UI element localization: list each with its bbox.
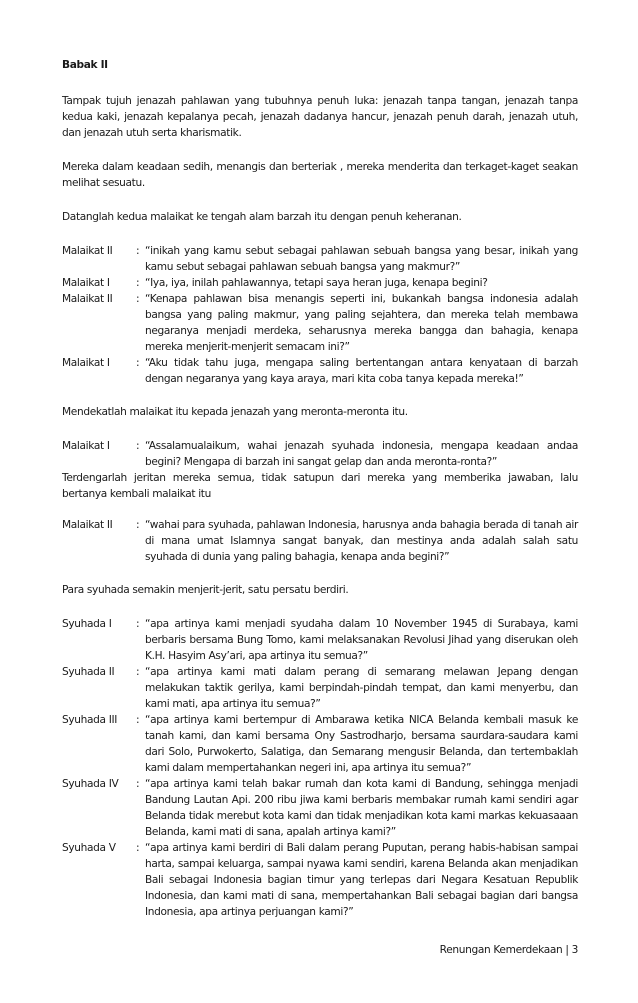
speaker-name: Malaikat I: [62, 277, 110, 289]
colon: :: [136, 714, 140, 726]
document-body: [62, 57, 578, 920]
speech-text: “apa artinya kami berdiri di Bali dalam perang Puputan, perang habis-habisan sampai harta, sampai keluarga, sampai nyawa kami sendiri, karena Belanda akan menjadikan Bali sebagai Indonesia bagian timur yang terlepas dari Negara Kesatuan Republik Indonesia, dan kami mati di sana, mempertahankan Bali sebagai bagian dari bangsa Indonesia, apa artinya perjuangan kami?”: [145, 842, 578, 918]
dialogue-line: [62, 664, 578, 712]
dialogue-line: [62, 291, 578, 355]
dialogue-martyrs: [62, 616, 578, 920]
paragraph-mood: Mereka dalam keadaan sedih, menangis dan berteriak , mereka menderita dan terkaget-kaget seakan melihat sesuatu.: [62, 161, 578, 189]
dialogue-question: [62, 517, 578, 565]
colon: :: [136, 842, 140, 854]
paragraph-approach: Mendekatlah malaikat itu kepada jenazah yang meronta-meronta itu.: [62, 406, 408, 418]
dialogue-greeting: [62, 438, 578, 470]
colon: :: [136, 666, 140, 678]
speaker-name: Syuhada IV: [62, 778, 119, 790]
speaker-name: Malaikat I: [62, 357, 110, 369]
speech-text: “Iya, iya, inilah pahlawannya, tetapi saya heran juga, kenapa begini?: [145, 277, 488, 289]
speech-text: “Assalamualaikum, wahai jenazah syuhada indonesia, mengapa keadaan andaa begini? Mengapa di barzah ini sangat gelap dan anda meronta-ronta?”: [145, 440, 578, 468]
colon: :: [136, 778, 140, 790]
speech-text: “apa artinya kami menjadi syudaha dalam 10 November 1945 di Surabaya, kami berbaris bersama Bung Tomo, kami melaksanakan Revolusi Jihad yang diserukan oleh K.H. Hasyim Asy’ari, apa artinya itu semua?”: [145, 618, 578, 662]
colon: :: [136, 440, 140, 452]
colon: :: [136, 277, 140, 289]
colon: :: [136, 519, 140, 531]
dialogue-line: [62, 275, 578, 291]
speaker-name: Malaikat I: [62, 440, 110, 452]
dialogue-line: [62, 712, 578, 776]
paragraph-screams: Terdengarlah jeritan mereka semua, tidak satupun dari mereka yang memberika jawaban, lalu bertanya kembali malaikat itu: [62, 472, 578, 500]
speaker-name: Malaikat II: [62, 519, 113, 531]
dialogue-line: [62, 616, 578, 664]
page-footer: Renungan Kemerdekaan | 3: [439, 944, 578, 956]
speaker-name: Malaikat II: [62, 293, 113, 305]
colon: :: [136, 293, 140, 305]
dialogue-line: [62, 517, 578, 565]
colon: :: [136, 618, 140, 630]
colon: :: [136, 357, 140, 369]
speaker-name: Syuhada V: [62, 842, 116, 854]
dialogue-angels: [62, 243, 578, 387]
dialogue-line: [62, 840, 578, 920]
speech-text: “apa artinya kami mati dalam perang di semarang melawan Jepang dengan melakukan taktik gerilya, kami berpindah-pindah tempat, dan kami menyerbu, dan kami mati, apa artinya itu semua?”: [145, 666, 578, 710]
spacer: [62, 387, 578, 404]
speaker-name: Syuhada II: [62, 666, 115, 678]
dialogue-line: [62, 355, 578, 387]
speaker-name: Syuhada III: [62, 714, 118, 726]
speaker-name: Syuhada I: [62, 618, 112, 630]
spacer: [62, 565, 578, 582]
paragraph-scene: Tampak tujuh jenazah pahlawan yang tubuhnya penuh luka: jenazah tanpa tangan, jenazah tanpa kedua kaki, jenazah kepalanya pecah, jenazah dadanya hancur, jenazah penuh darah, jenazah utuh, dan jenazah utuh serta kharismatik.: [62, 95, 578, 139]
colon: :: [136, 245, 140, 257]
dialogue-line: [62, 438, 578, 470]
speech-text: “wahai para syuhada, pahlawan Indonesia, harusnya anda bahagia berada di tanah air di mana umat Islamnya sangat banyak, dan mestinya anda adalah salah satu syuhada di dunia yang paling bahagia, kenapa anda begini?”: [145, 519, 578, 563]
speech-text: “inikah yang kamu sebut sebagai pahlawan sebuah bangsa yang besar, inikah yang kamu sebut sebagai pahlawan sebuah bangsa yang makmur?”: [145, 245, 578, 273]
paragraph-martyrs-rise: Para syuhada semakin menjerit-jerit, satu persatu berdiri.: [62, 584, 349, 596]
dialogue-line: [62, 776, 578, 840]
speaker-name: Malaikat II: [62, 245, 113, 257]
speech-text: “apa artinya kami telah bakar rumah dan kota kami di Bandung, sehingga menjadi Bandung Lautan Api. 200 ribu jiwa kami berbaris membakar rumah kami sendiri agar Belanda tidak merebut kota kami dan tidak menjadikan kota kami markas kekuasaaan Belanda, kami mati di sana, apalah artinya kami?”: [145, 778, 578, 838]
speech-text: “Kenapa pahlawan bisa menangis seperti ini, bukankah bangsa indonesia adalah bangsa yang paling makmur, yang paling sejahtera, dan mereka telah membawa negaranya menjadi merdeka, seharusnya mereka bangga dan bahagia, kenapa mereka menjerit-menjerit semacam ini?”: [145, 293, 578, 353]
speech-text: “Aku tidak tahu juga, mengapa saling bertentangan antara kenyataan di barzah dengan negaranya yang kaya araya, mari kita coba tanya kepada mereka!”: [145, 357, 578, 385]
section-heading: Babak II: [62, 59, 108, 71]
dialogue-line: [62, 243, 578, 275]
speech-text: “apa artinya kami bertempur di Ambarawa ketika NICA Belanda kembali masuk ke tanah kami, dan kami bersama Ony Sastrodharjo, bersama saurdara-saudara kami dari Solo, Purwokerto, Salatiga, dan Semarang mengusir Belanda, dan tertembaklah kami dalam mempertahankan negeri ini, apa artinya itu semua?”: [145, 714, 578, 774]
paragraph-arrival: Datanglah kedua malaikat ke tengah alam barzah itu dengan penuh keheranan.: [62, 211, 462, 223]
